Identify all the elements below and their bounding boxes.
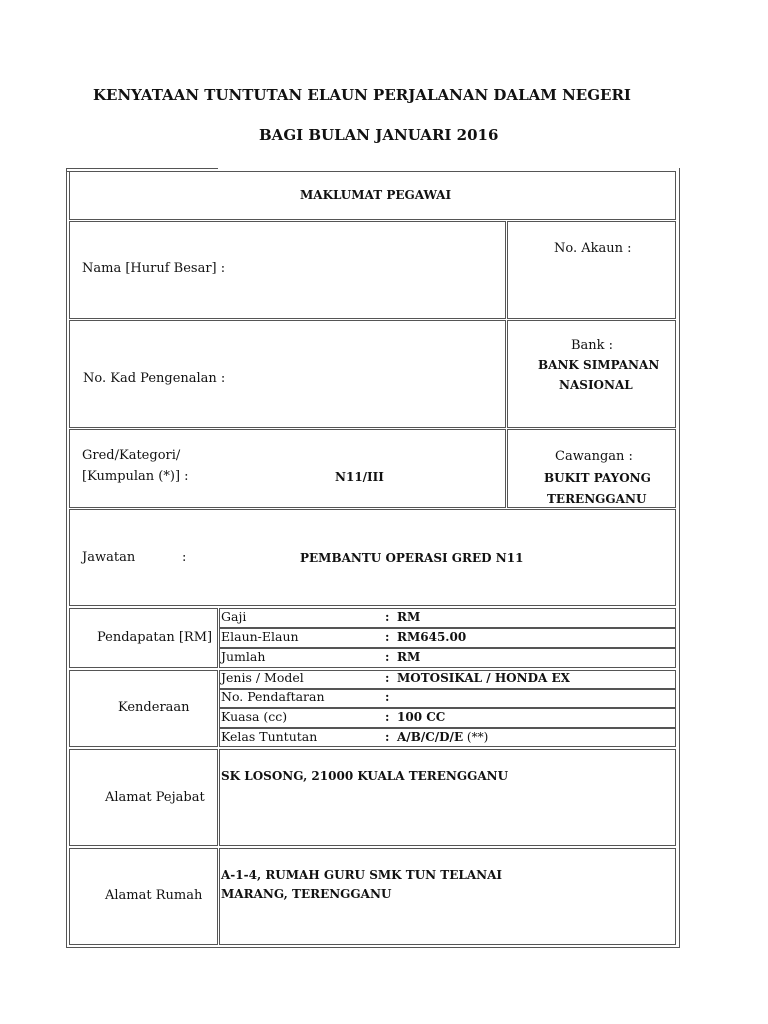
pejabat-label: Alamat Pejabat [105, 790, 205, 805]
pejabat-value-cell [219, 749, 676, 846]
bank-cell [507, 320, 676, 428]
kenderaan-label: Kenderaan [118, 700, 190, 715]
document-title: KENYATAAN TUNTUTAN ELAUN PERJALANAN DALAM NEGERI [93, 86, 631, 104]
jawatan-label: Jawatan [82, 550, 136, 565]
frame-top-left [66, 168, 218, 169]
gaji-colon: : [385, 610, 390, 624]
section-title: MAKLUMAT PEGAWAI [300, 188, 452, 202]
akaun-cell [507, 221, 676, 319]
elaun-colon: : [385, 630, 390, 644]
pendaftaran-label: No. Pendaftaran [221, 689, 325, 704]
bank-value-line2: NASIONAL [559, 378, 633, 392]
jawatan-colon: : [182, 550, 187, 565]
jumlah-colon: : [385, 650, 390, 664]
bank-value-line1: BANK SIMPANAN [538, 358, 660, 372]
kuasa-colon: : [385, 710, 390, 724]
cawangan-value-line2: TERENGGANU [547, 492, 647, 506]
nama-label: Nama [Huruf Besar] : [82, 261, 226, 276]
kelas-value-main: A/B/C/D/E [397, 730, 464, 744]
kelas-value-suffix: (**) [463, 730, 489, 744]
frame-bottom [66, 947, 680, 948]
pendapatan-label: Pendapatan [RM] [97, 630, 213, 645]
document-subtitle: BAGI BULAN JANUARI 2016 [259, 126, 499, 144]
gred-value: N11/III [335, 470, 384, 484]
jumlah-value: RM [397, 650, 421, 664]
rumah-value-line2: MARANG, TERENGGANU [221, 887, 392, 901]
pendapatan-row [219, 648, 676, 668]
frame-left [66, 168, 67, 948]
pendaftaran-colon: : [385, 690, 390, 704]
frame-right [679, 168, 680, 948]
rumah-label: Alamat Rumah [105, 888, 203, 903]
jenis-label: Jenis / Model [221, 670, 304, 685]
rumah-value-line1: A-1-4, RUMAH GURU SMK TUN TELANAI [221, 868, 503, 882]
cawangan-value-line1: BUKIT PAYONG [544, 471, 651, 485]
kenderaan-row [219, 708, 676, 728]
cawangan-label: Cawangan : [555, 449, 633, 464]
pejabat-value: SK LOSONG, 21000 KUALA TERENGGANU [221, 769, 509, 783]
gaji-value: RM [397, 610, 421, 624]
bank-label: Bank : [571, 338, 614, 353]
jenis-value: MOTOSIKAL / HONDA EX [397, 671, 570, 685]
jumlah-label: Jumlah [221, 649, 266, 664]
kuasa-label: Kuasa (cc) [221, 709, 288, 724]
elaun-label: Elaun-Elaun [221, 629, 299, 644]
gaji-label: Gaji [221, 609, 247, 624]
gred-label-line1: Gred/Kategori/ [82, 448, 181, 463]
jenis-colon: : [385, 671, 390, 685]
gred-label-line2: [Kumpulan (*)] : [82, 469, 189, 484]
kelas-value [397, 730, 488, 744]
kelas-label: Kelas Tuntutan [221, 729, 318, 744]
pendapatan-row [219, 608, 676, 628]
kuasa-value: 100 CC [397, 710, 446, 724]
kelas-colon: : [385, 730, 390, 744]
ic-label: No. Kad Pengenalan : [83, 371, 226, 386]
akaun-label: No. Akaun : [554, 241, 632, 256]
elaun-value: RM645.00 [397, 630, 467, 644]
jawatan-value: PEMBANTU OPERASI GRED N11 [300, 551, 524, 565]
